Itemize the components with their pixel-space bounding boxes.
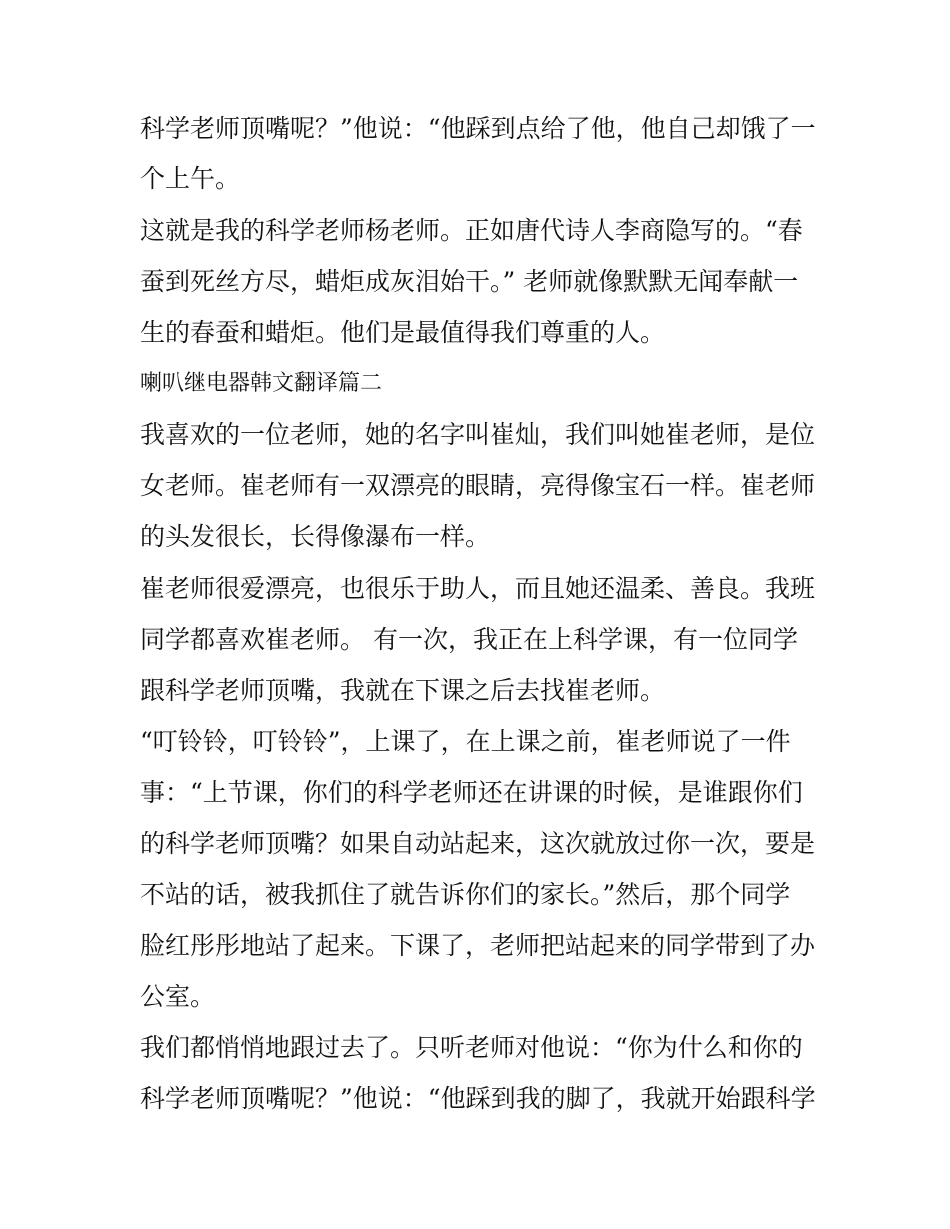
text-line: 个上午。 [140,164,241,193]
text-line: 科学老师顶嘴呢？”他说：“他踩到点给了他，他自己却饿了一 [140,114,816,143]
text-line: 脸红彤彤地站了起来。下课了，老师把站起来的同学带到了办 [140,931,816,960]
text-line: 女老师。崔老师有一双漂亮的眼睛，亮得像宝石一样。崔老师 [140,471,816,500]
text-line: 不站的话，被我抓住了就告诉你们的家长。”然后，那个同学 [140,880,791,909]
text-line: 公室。 [140,982,216,1011]
text-line: 我们都悄悄地跟过去了。只听老师对他说：“你为什么和你的 [140,1033,803,1062]
text-line: 我喜欢的一位老师，她的名字叫崔灿，我们叫她崔老师，是位 [140,420,816,449]
text-line: 同学都喜欢崔老师。 有一次，我正在上科学课，有一位同学 [140,625,798,654]
text-line: “叮铃铃，叮铃铃”，上课了，在上课之前，崔老师说了一件 [140,727,791,756]
text-line: 这就是我的科学老师杨老师。正如唐代诗人李商隐写的。“春 [140,216,803,245]
text-line: 的科学老师顶嘴？如果自动站起来，这次就放过你一次，要是 [140,829,816,858]
text-line: 事：“上节课，你们的科学老师还在讲课的时候，是谁跟你们 [140,778,803,807]
text-line: 科学老师顶嘴呢？”他说：“他踩到我的脚了，我就开始跟科学 [140,1084,816,1113]
section-heading: 喇叭继电器韩文翻译篇二 [140,371,383,396]
text-line: 崔老师很爱漂亮，也很乐于助人，而且她还温柔、善良。我班 [140,574,816,603]
text-line: 跟科学老师顶嘴，我就在下课之后去找崔老师。 [140,676,666,705]
text-line: 生的春蚕和蜡炬。他们是最值得我们尊重的人。 [140,318,666,347]
text-line: 蚕到死丝方尽，蜡炬成灰泪始干。” 老师就像默默无闻奉献一 [140,267,799,296]
text-line: 的头发很长，长得像瀑布一样。 [140,522,491,551]
